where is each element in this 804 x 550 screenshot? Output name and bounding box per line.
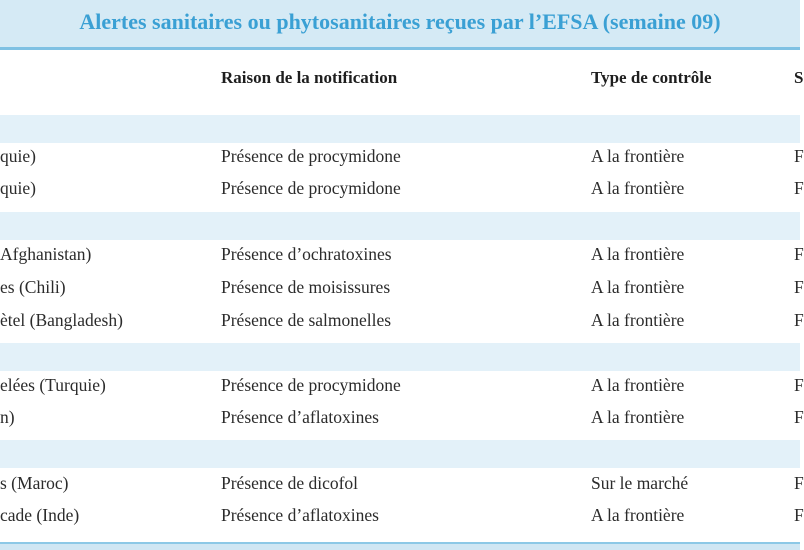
table-title: Alertes sanitaires ou phytosanitaires reçues par l’EFSA (semaine 09) (79, 9, 721, 34)
reason-cell: Présence de procymidone (221, 178, 401, 198)
extra-cell: F (794, 505, 804, 525)
title-bar (0, 0, 800, 50)
control-cell: A la frontière (591, 178, 685, 198)
table-row (0, 277, 804, 309)
category-band (0, 115, 800, 143)
product-cell: es (Chili) (0, 277, 66, 297)
control-cell: A la frontière (591, 244, 685, 264)
extra-cell: F (794, 407, 804, 427)
reason-cell: Présence de dicofol (221, 473, 359, 493)
bottom-border (0, 542, 800, 550)
table-row (0, 375, 804, 407)
table-row (0, 146, 804, 178)
category-band (0, 212, 800, 240)
header-reason: Raison de la notification (221, 68, 398, 87)
header-control: Type de contrôle (591, 68, 712, 87)
extra-cell: F (794, 244, 804, 264)
reason-cell: Présence de procymidone (221, 146, 401, 166)
extra-cell: F (794, 277, 804, 297)
table-header (0, 58, 804, 98)
control-cell: A la frontière (591, 310, 685, 330)
reason-cell: Présence d’ochratoxines (221, 244, 392, 264)
table-row (0, 310, 804, 342)
product-cell: s (Maroc) (0, 473, 69, 493)
reason-cell: Présence de moisissures (221, 277, 391, 297)
product-cell: ètel (Bangladesh) (0, 310, 123, 330)
product-cell: elées (Turquie) (0, 375, 106, 395)
table-row (0, 473, 804, 505)
control-cell: A la frontière (591, 375, 685, 395)
product-cell: cade (Inde) (0, 505, 80, 525)
extra-cell: F (794, 473, 804, 493)
product-cell: n) (0, 407, 15, 427)
reason-cell: Présence de salmonelles (221, 310, 392, 330)
product-cell: quie) (0, 178, 36, 198)
product-cell: Afghanistan) (0, 244, 92, 264)
table-row (0, 407, 804, 439)
control-cell: A la frontière (591, 146, 685, 166)
reason-cell: Présence d’aflatoxines (221, 505, 379, 525)
category-band (0, 440, 800, 468)
table-row (0, 178, 804, 210)
control-cell: A la frontière (591, 407, 685, 427)
extra-cell: F (794, 375, 804, 395)
control-cell: Sur le marché (591, 473, 689, 493)
extra-cell: F (794, 310, 804, 330)
table-row (0, 244, 804, 276)
control-cell: A la frontière (591, 277, 685, 297)
control-cell: A la frontière (591, 505, 685, 525)
reason-cell: Présence de procymidone (221, 375, 401, 395)
extra-cell: F (794, 146, 804, 166)
category-band (0, 343, 800, 371)
reason-cell: Présence d’aflatoxines (221, 407, 379, 427)
extra-cell: F (794, 178, 804, 198)
product-cell: quie) (0, 146, 36, 166)
table-row (0, 505, 804, 537)
header-extra: S (794, 68, 804, 87)
